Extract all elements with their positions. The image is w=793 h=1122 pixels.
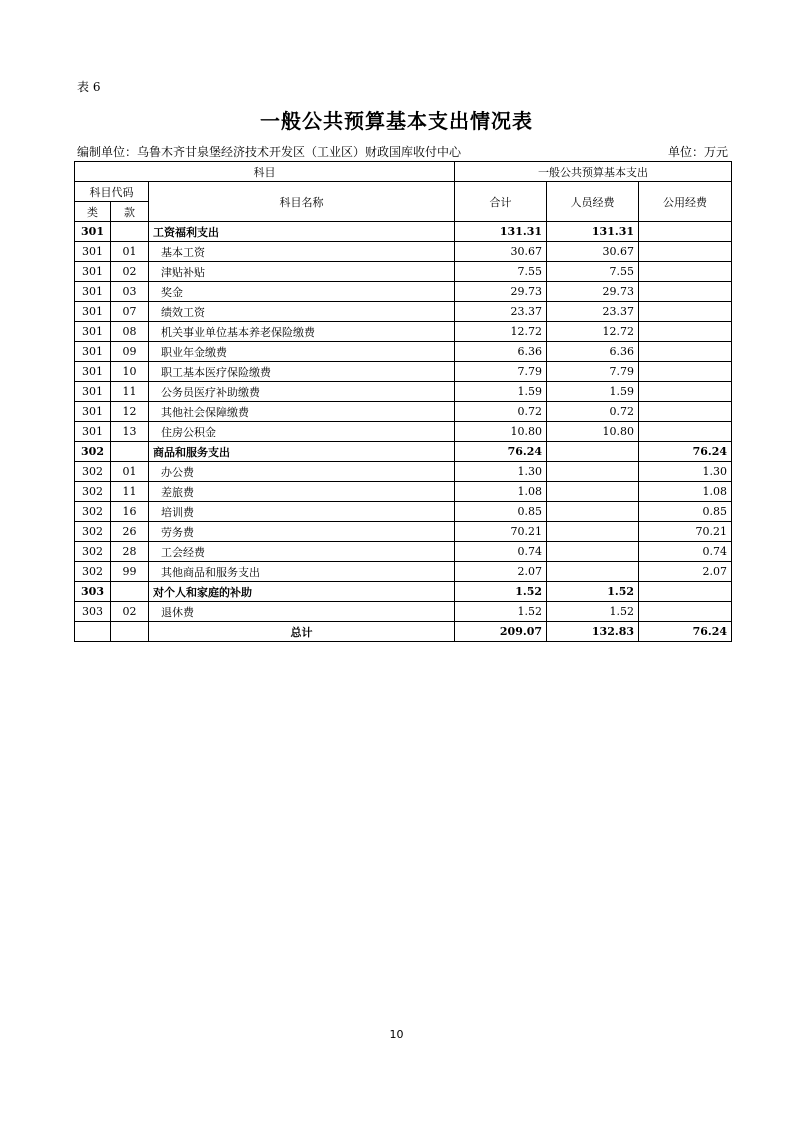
cell-personnel: 23.37 (547, 302, 639, 322)
cell-public (639, 222, 732, 242)
cell-personnel: 10.80 (547, 422, 639, 442)
total-class (75, 622, 111, 642)
page-number: 10 (389, 1028, 404, 1041)
table-row (75, 282, 732, 302)
cell-public (639, 582, 732, 602)
cell-name: 绩效工资 (149, 302, 455, 322)
cell-public: 1.08 (639, 482, 732, 502)
cell-total: 7.55 (455, 262, 547, 282)
cell-personnel: 1.52 (547, 602, 639, 622)
cell-total: 0.72 (455, 402, 547, 422)
header-personnel: 人员经费 (547, 182, 639, 222)
table-row (75, 442, 732, 462)
cell-class: 302 (75, 442, 111, 462)
cell-name: 职工基本医疗保险缴费 (149, 362, 455, 382)
cell-class: 301 (75, 362, 111, 382)
cell-name: 其他社会保障缴费 (149, 402, 455, 422)
cell-public: 0.85 (639, 502, 732, 522)
table-row (75, 242, 732, 262)
compiling-unit: 编制单位：乌鲁木齐甘泉堡经济技术开发区（工业区）财政国库收付中心 (77, 145, 462, 159)
cell-item: 08 (111, 322, 149, 342)
cell-name: 劳务费 (149, 522, 455, 542)
cell-total: 1.30 (455, 462, 547, 482)
cell-item: 07 (111, 302, 149, 322)
cell-class: 301 (75, 302, 111, 322)
cell-total: 12.72 (455, 322, 547, 342)
cell-total: 10.80 (455, 422, 547, 442)
table-row (75, 382, 732, 402)
cell-item: 03 (111, 282, 149, 302)
cell-personnel: 12.72 (547, 322, 639, 342)
cell-item (111, 582, 149, 602)
cell-class: 302 (75, 562, 111, 582)
cell-public: 70.21 (639, 522, 732, 542)
cell-total: 2.07 (455, 562, 547, 582)
cell-public (639, 282, 732, 302)
cell-total: 30.67 (455, 242, 547, 262)
budget-table (74, 161, 732, 642)
header-class: 类 (75, 202, 111, 222)
header-name: 科目名称 (149, 182, 455, 222)
cell-total: 1.52 (455, 582, 547, 602)
cell-personnel (547, 482, 639, 502)
cell-public (639, 302, 732, 322)
cell-class: 301 (75, 342, 111, 362)
cell-personnel (547, 502, 639, 522)
header-item: 款 (111, 202, 149, 222)
cell-public (639, 322, 732, 342)
cell-personnel: 1.52 (547, 582, 639, 602)
cell-total: 6.36 (455, 342, 547, 362)
cell-personnel (547, 522, 639, 542)
header-row (75, 182, 732, 202)
cell-personnel: 0.72 (547, 402, 639, 422)
cell-public (639, 362, 732, 382)
cell-public: 0.74 (639, 542, 732, 562)
table-number: 表 6 (77, 80, 101, 94)
table-row (75, 342, 732, 362)
table-row (75, 502, 732, 522)
cell-item: 11 (111, 482, 149, 502)
table-row (75, 582, 732, 602)
total-personnel: 132.83 (547, 622, 639, 642)
cell-name: 其他商品和服务支出 (149, 562, 455, 582)
cell-total: 70.21 (455, 522, 547, 542)
cell-class: 301 (75, 262, 111, 282)
total-row (75, 622, 732, 642)
table-row (75, 542, 732, 562)
cell-class: 302 (75, 482, 111, 502)
total-label: 总计 (149, 622, 455, 642)
header-subject: 科目 (75, 162, 455, 182)
cell-total: 131.31 (455, 222, 547, 242)
cell-class: 301 (75, 322, 111, 342)
cell-name: 对个人和家庭的补助 (149, 582, 455, 602)
cell-item: 10 (111, 362, 149, 382)
cell-name: 商品和服务支出 (149, 442, 455, 462)
cell-item: 02 (111, 262, 149, 282)
cell-item: 01 (111, 462, 149, 482)
table-row (75, 402, 732, 422)
cell-name: 公务员医疗补助缴费 (149, 382, 455, 402)
header-code: 科目代码 (75, 182, 149, 202)
cell-class: 303 (75, 602, 111, 622)
cell-personnel: 29.73 (547, 282, 639, 302)
cell-total: 1.59 (455, 382, 547, 402)
total-item (111, 622, 149, 642)
cell-personnel (547, 462, 639, 482)
cell-class: 301 (75, 242, 111, 262)
cell-name: 培训费 (149, 502, 455, 522)
cell-name: 办公费 (149, 462, 455, 482)
cell-name: 退休费 (149, 602, 455, 622)
cell-personnel: 1.59 (547, 382, 639, 402)
cell-total: 1.52 (455, 602, 547, 622)
cell-name: 津贴补贴 (149, 262, 455, 282)
cell-personnel (547, 562, 639, 582)
cell-item: 09 (111, 342, 149, 362)
cell-total: 76.24 (455, 442, 547, 462)
cell-item: 13 (111, 422, 149, 442)
total-public: 76.24 (639, 622, 732, 642)
cell-personnel (547, 542, 639, 562)
table-row (75, 262, 732, 282)
cell-name: 奖金 (149, 282, 455, 302)
cell-name: 职业年金缴费 (149, 342, 455, 362)
header-public: 公用经费 (639, 182, 732, 222)
table-row (75, 522, 732, 542)
cell-total: 29.73 (455, 282, 547, 302)
header-budget-group: 一般公共预算基本支出 (455, 162, 732, 182)
cell-public: 76.24 (639, 442, 732, 462)
cell-class: 302 (75, 502, 111, 522)
cell-personnel: 7.79 (547, 362, 639, 382)
cell-class: 301 (75, 422, 111, 442)
cell-personnel: 6.36 (547, 342, 639, 362)
cell-item: 11 (111, 382, 149, 402)
cell-public (639, 602, 732, 622)
header-row (75, 162, 732, 182)
table-row (75, 562, 732, 582)
cell-public (639, 402, 732, 422)
cell-class: 302 (75, 522, 111, 542)
table-row (75, 322, 732, 342)
cell-class: 301 (75, 402, 111, 422)
table-row (75, 462, 732, 482)
cell-name: 工会经费 (149, 542, 455, 562)
table-row (75, 422, 732, 442)
cell-public (639, 422, 732, 442)
page-title: 一般公共预算基本支出情况表 (260, 109, 533, 133)
cell-item (111, 442, 149, 462)
cell-name: 住房公积金 (149, 422, 455, 442)
cell-name: 工资福利支出 (149, 222, 455, 242)
cell-personnel (547, 442, 639, 462)
cell-total: 23.37 (455, 302, 547, 322)
cell-public (639, 382, 732, 402)
cell-personnel: 7.55 (547, 262, 639, 282)
cell-public: 2.07 (639, 562, 732, 582)
table-row (75, 602, 732, 622)
cell-class: 301 (75, 382, 111, 402)
cell-total: 7.79 (455, 362, 547, 382)
cell-class: 302 (75, 462, 111, 482)
cell-item: 01 (111, 242, 149, 262)
cell-total: 1.08 (455, 482, 547, 502)
cell-class: 302 (75, 542, 111, 562)
cell-public (639, 342, 732, 362)
table-body (75, 222, 732, 622)
cell-name: 差旅费 (149, 482, 455, 502)
cell-item (111, 222, 149, 242)
total-amount: 209.07 (455, 622, 547, 642)
table-row (75, 362, 732, 382)
cell-item: 02 (111, 602, 149, 622)
cell-class: 301 (75, 282, 111, 302)
cell-item: 16 (111, 502, 149, 522)
table-row (75, 222, 732, 242)
cell-total: 0.85 (455, 502, 547, 522)
cell-personnel: 131.31 (547, 222, 639, 242)
cell-item: 12 (111, 402, 149, 422)
cell-name: 基本工资 (149, 242, 455, 262)
cell-total: 0.74 (455, 542, 547, 562)
currency-unit: 单位：万元 (667, 145, 728, 159)
table-row (75, 302, 732, 322)
cell-personnel: 30.67 (547, 242, 639, 262)
cell-name: 机关事业单位基本养老保险缴费 (149, 322, 455, 342)
header-total: 合计 (455, 182, 547, 222)
cell-item: 28 (111, 542, 149, 562)
cell-public (639, 242, 732, 262)
table-row (75, 482, 732, 502)
cell-public: 1.30 (639, 462, 732, 482)
cell-item: 26 (111, 522, 149, 542)
cell-class: 303 (75, 582, 111, 602)
cell-class: 301 (75, 222, 111, 242)
cell-item: 99 (111, 562, 149, 582)
cell-public (639, 262, 732, 282)
